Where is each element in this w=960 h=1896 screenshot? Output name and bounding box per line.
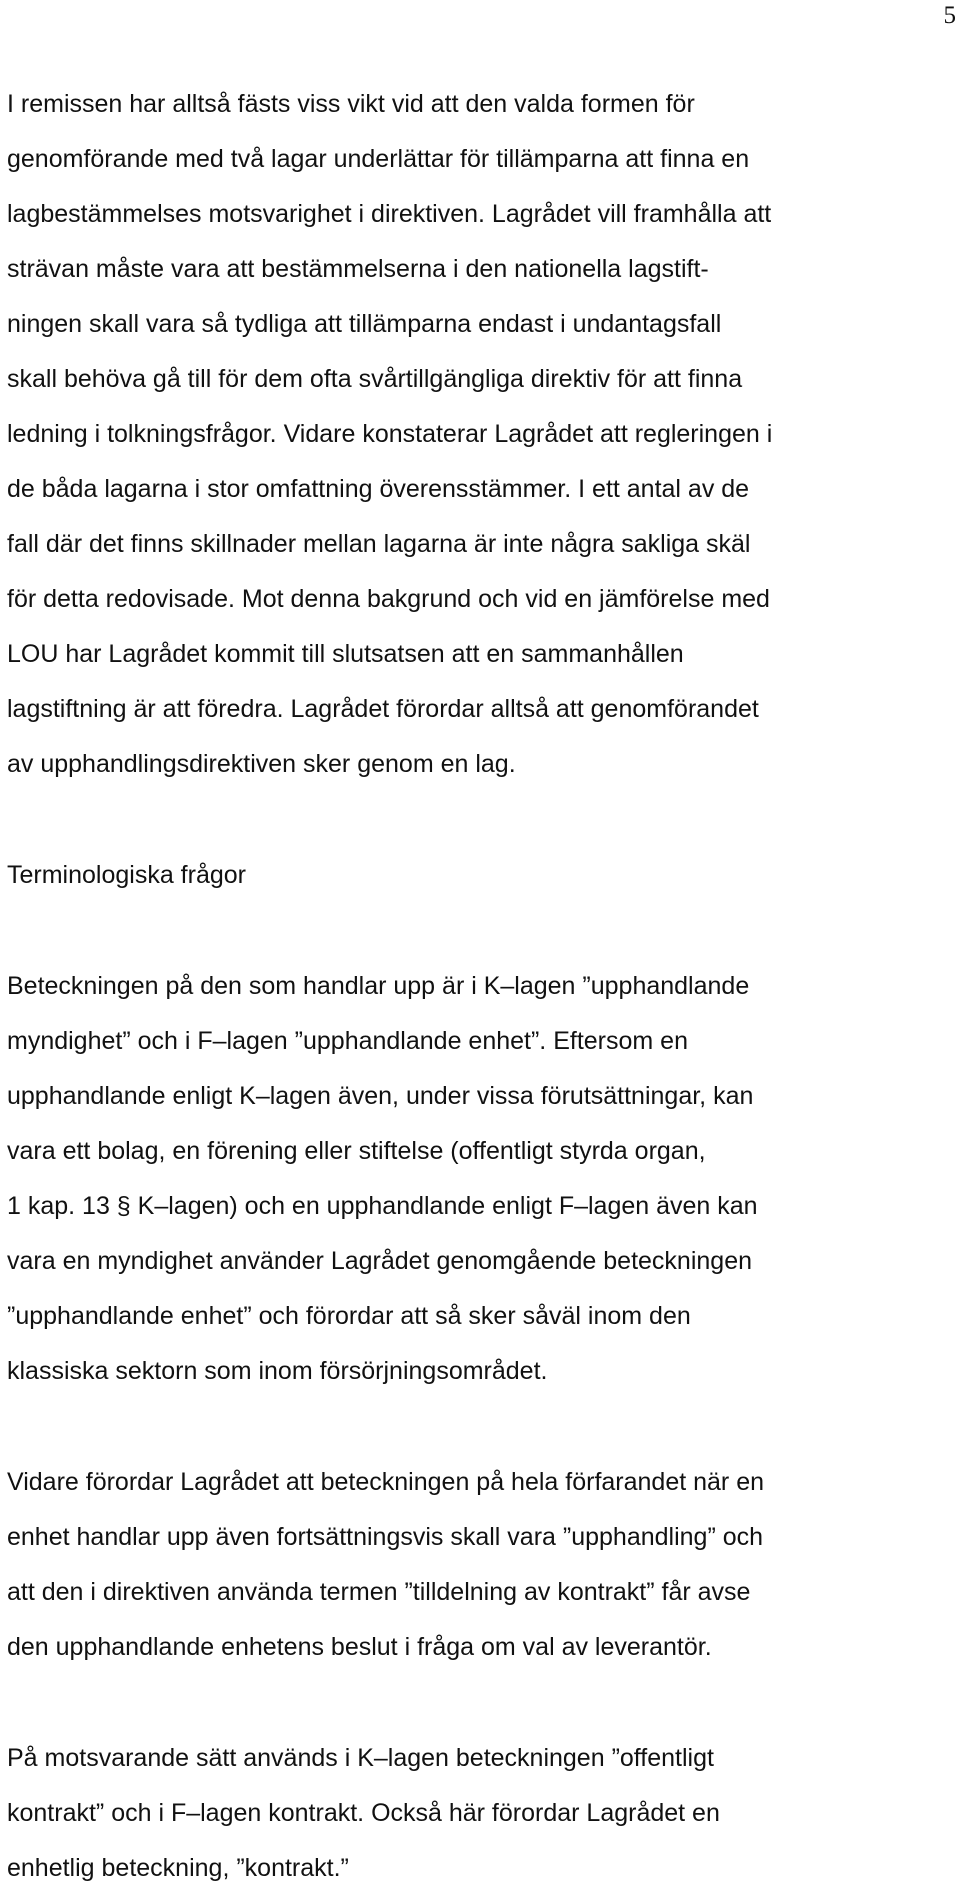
- text-line: lagstiftning är att föredra. Lagrådet förordar alltså att genomförandet: [7, 695, 759, 723]
- paragraph-spacer: [7, 1675, 953, 1731]
- text-line: de båda lagarna i stor omfattning överensstämmer. I ett antal av de: [7, 475, 750, 503]
- paragraph-spacer: [7, 1399, 953, 1455]
- page-number: 5: [943, 2, 956, 29]
- paragraph-spacer: [7, 792, 953, 848]
- section-heading: [7, 848, 953, 903]
- text-line: enhet handlar upp även fortsättningsvis skall vara ”upphandling” och: [7, 1523, 764, 1551]
- text-line: kontrakt” och i F–lagen kontrakt. Också här förordar Lagrådet en: [7, 1799, 720, 1827]
- text-line: ”upphandlande enhet” och förordar att så sker såväl inom den: [7, 1302, 691, 1330]
- text-line: lagbestämmelses motsvarighet i direktiven. Lagrådet vill framhålla att: [7, 200, 772, 228]
- paragraph-spacer: [7, 903, 953, 959]
- paragraph-remiss: [7, 77, 953, 792]
- paragraph-motsvarande: [7, 1731, 953, 1896]
- document-body: [7, 77, 953, 1896]
- text-line: skall behöva gå till för dem ofta svårtillgängliga direktiv för att finna: [7, 365, 743, 393]
- text-line: upphandlande enligt K–lagen även, under vissa förutsättningar, kan: [7, 1082, 754, 1110]
- text-line: I remissen har alltså fästs viss vikt vid att den valda formen för: [7, 90, 695, 118]
- text-line: På motsvarande sätt används i K–lagen beteckningen ”offentligt: [7, 1744, 714, 1772]
- text-line: av upphandlingsdirektiven sker genom en lag.: [7, 750, 516, 778]
- heading-terminologiska-fragor: Terminologiska frågor: [7, 861, 246, 889]
- text-line: genomförande med två lagar underlättar för tillämparna att finna en: [7, 145, 750, 173]
- text-line: enhetlig beteckning, ”kontrakt.”: [7, 1854, 349, 1882]
- text-line: ledning i tolkningsfrågor. Vidare konstaterar Lagrådet att regleringen i: [7, 420, 773, 448]
- text-line: att den i direktiven använda termen ”tilldelning av kontrakt” får avse: [7, 1578, 751, 1606]
- text-line: ningen skall vara så tydliga att tillämparna endast i undantagsfall: [7, 310, 722, 338]
- text-line: den upphandlande enhetens beslut i fråga om val av leverantör.: [7, 1633, 712, 1661]
- text-line: Vidare förordar Lagrådet att beteckningen på hela förfarandet när en: [7, 1468, 765, 1496]
- text-line: strävan måste vara att bestämmelserna i den nationella lagstift-: [7, 255, 709, 283]
- text-line: för detta redovisade. Mot denna bakgrund och vid en jämförelse med: [7, 585, 770, 613]
- text-line: Beteckningen på den som handlar upp är i K–lagen ”upphandlande: [7, 972, 750, 1000]
- text-line: LOU har Lagrådet kommit till slutsatsen att en sammanhållen: [7, 640, 684, 668]
- paragraph-beteckningen: [7, 959, 953, 1399]
- text-line: klassiska sektorn som inom försörjningsområdet.: [7, 1357, 548, 1385]
- text-line: myndighet” och i F–lagen ”upphandlande enhet”. Eftersom en: [7, 1027, 688, 1055]
- text-line: vara ett bolag, en förening eller stiftelse (offentligt styrda organ,: [7, 1137, 706, 1165]
- text-line: fall där det finns skillnader mellan lagarna är inte några sakliga skäl: [7, 530, 751, 558]
- paragraph-vidare: [7, 1455, 953, 1675]
- text-line: vara en myndighet använder Lagrådet genomgående beteckningen: [7, 1247, 752, 1275]
- text-line: 1 kap. 13 § K–lagen) och en upphandlande enligt F–lagen även kan: [7, 1192, 758, 1220]
